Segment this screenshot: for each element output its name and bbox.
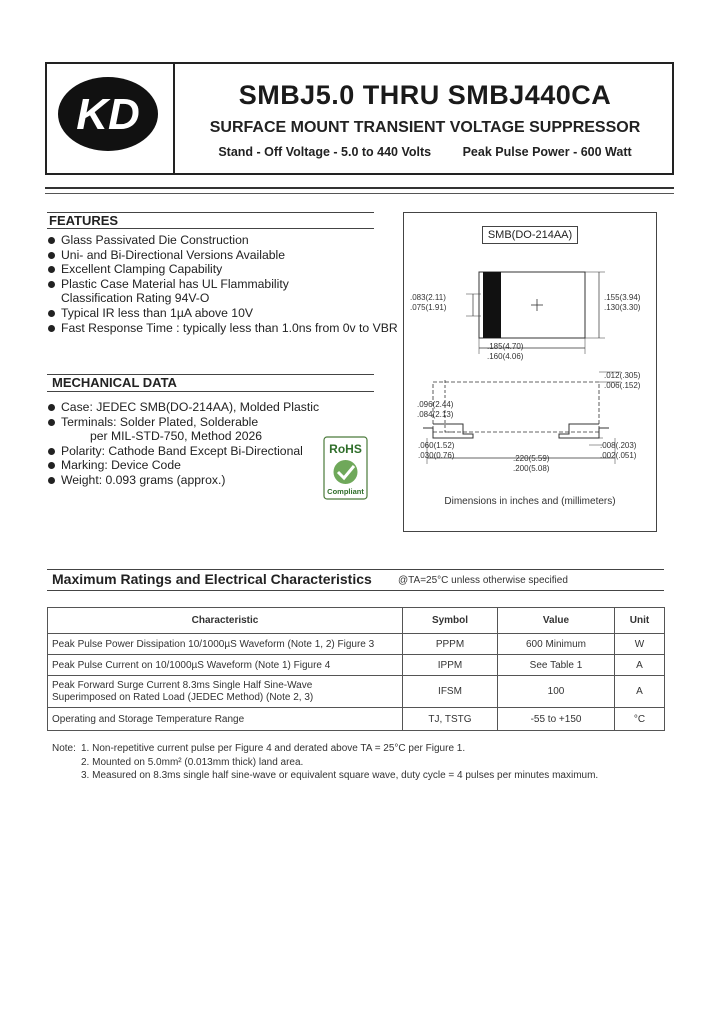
ratings-title: Maximum Ratings and Electrical Characteristics	[52, 571, 372, 587]
dimension-caption: Dimensions in inches and (millimeters)	[444, 496, 616, 507]
column-header: Characteristic	[48, 608, 403, 634]
list-item: Glass Passivated Die Construction	[47, 233, 407, 248]
dim-overall-width: .220(5.59) .200(5.08)	[513, 454, 550, 473]
features-title: FEATURES	[49, 213, 119, 228]
note-item: 1. Non-repetitive current pulse per Figure 4 and derated above TA = 25°C per Figure 1.	[81, 743, 466, 754]
section-rule	[47, 590, 664, 591]
list-item: Classification Rating 94V-O	[61, 291, 210, 306]
table-row	[48, 634, 665, 655]
table-header-row	[48, 608, 665, 634]
list-item: Uni- and Bi-Directional Versions Available	[47, 248, 407, 263]
list-item: Marking: Device Code	[47, 458, 347, 473]
list-item: Plastic Case Material has UL Flammability	[47, 277, 407, 292]
rohs-badge	[323, 436, 368, 500]
page-title: SMBJ5.0 THRU SMBJ440CA	[238, 80, 612, 110]
mechanical-list	[47, 400, 347, 488]
cell-value: -55 to +150	[498, 708, 615, 731]
standoff-voltage: Stand - Off Voltage - 5.0 to 440 Volts	[218, 145, 432, 159]
column-header: Symbol	[403, 608, 498, 634]
section-rule	[47, 569, 664, 570]
list-item: Case: JEDEC SMB(DO-214AA), Molded Plastic	[47, 400, 347, 415]
list-item: Fast Response Time : typically less than 1.0ns from 0v to VBR	[47, 321, 407, 336]
list-item: Polarity: Cathode Band Except Bi-Directional	[47, 444, 347, 459]
features-list	[47, 233, 407, 335]
dim-standoff: .008(.203) .002(.051)	[600, 441, 637, 460]
ratings-condition: @TA=25°C unless otherwise specified	[398, 575, 568, 586]
table-row	[48, 655, 665, 676]
cell-value: 600 Minimum	[498, 634, 615, 655]
cell-unit: W	[615, 634, 665, 655]
kd-logo	[45, 62, 171, 171]
cell-unit: °C	[615, 708, 665, 731]
cell-characteristic: Operating and Storage Temperature Range	[48, 708, 403, 731]
spec-line	[176, 145, 674, 159]
cell-value: See Table 1	[498, 655, 615, 676]
notes-label: Note:	[52, 743, 76, 754]
cell-value: 100	[498, 676, 615, 708]
list-item: Weight: 0.093 grams (approx.)	[47, 473, 347, 488]
cell-symbol: TJ, TSTG	[403, 708, 498, 731]
column-header: Value	[498, 608, 615, 634]
cell-symbol: IFSM	[403, 676, 498, 708]
list-item: Typical IR less than 1µA above 10V	[47, 306, 407, 321]
list-item: per MIL-STD-750, Method 2026	[90, 429, 263, 444]
section-rule	[47, 228, 374, 229]
cell-symbol: PPPM	[403, 634, 498, 655]
divider	[45, 187, 674, 189]
package-title: SMB(DO-214AA)	[482, 226, 578, 244]
table-row	[48, 676, 665, 708]
cell-symbol: IPPM	[403, 655, 498, 676]
svg-text:RoHS: RoHS	[329, 442, 362, 456]
cell-unit: A	[615, 676, 665, 708]
dim-lead-length: .060(1.52) .030(0.76)	[418, 441, 455, 460]
cell-unit: A	[615, 655, 665, 676]
dim-lead-thickness: .012(.305) .006(.152)	[604, 371, 641, 390]
list-item: Excellent Clamping Capability	[47, 262, 407, 277]
cell-characteristic: Peak Forward Surge Current 8.3ms Single Half Sine-Wave Superimposed on Rated Load (JEDEC Method) (Note 2, 3)	[48, 676, 403, 708]
dim-height-right: .155(3.94) .130(3.30)	[604, 293, 641, 312]
note-item: 2. Mounted on 5.0mm² (0.013mm thick) land area.	[81, 756, 304, 768]
dim-width: .185(4.70) .160(4.06)	[487, 342, 524, 361]
table-row	[48, 708, 665, 731]
cell-characteristic: Peak Pulse Power Dissipation 10/1000µS Waveform (Note 1, 2) Figure 3	[48, 634, 403, 655]
logo-text: KD	[76, 90, 140, 139]
dim-height-left: .083(2.11) .075(1.91)	[410, 293, 447, 312]
mechanical-title: MECHANICAL DATA	[52, 375, 177, 390]
divider	[45, 193, 674, 194]
list-item: Terminals: Solder Plated, Solderable	[47, 415, 347, 430]
cell-characteristic: Peak Pulse Current on 10/1000µS Waveform (Note 1) Figure 4	[48, 655, 403, 676]
dim-body-height: .096(2.44) .084(2.13)	[417, 400, 454, 419]
peak-pulse-power: Peak Pulse Power - 600 Watt	[462, 145, 632, 159]
ratings-table	[47, 607, 665, 731]
note-item: 3. Measured on 8.3ms single half sine-wave or equivalent square wave, duty cycle = 4 pulses per minutes maximum.	[81, 770, 599, 781]
notes-list	[81, 742, 671, 783]
section-rule	[47, 212, 374, 213]
page-subtitle: SURFACE MOUNT TRANSIENT VOLTAGE SUPPRESSOR	[209, 119, 641, 136]
column-header: Unit	[615, 608, 665, 634]
svg-text:Compliant: Compliant	[327, 487, 364, 496]
section-rule	[47, 391, 374, 392]
logo-cell	[45, 62, 175, 175]
